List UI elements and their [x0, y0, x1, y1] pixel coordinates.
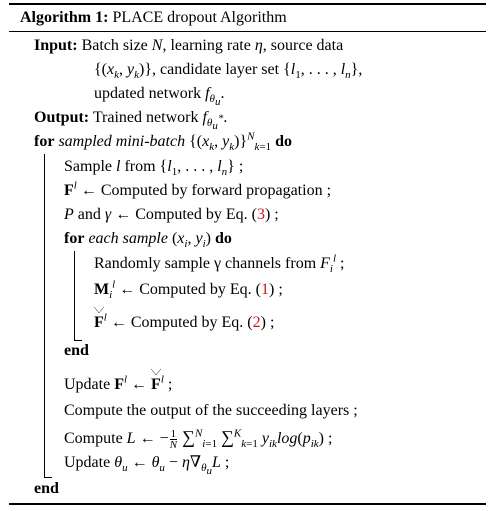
for-outer-text: sampled mini-batch	[58, 133, 186, 150]
kw-end-outer: end	[34, 480, 59, 497]
eq-text-3: Computed by Eq.	[135, 206, 248, 223]
outer-loop-hook	[44, 477, 52, 478]
eq-text-1: Computed by Eq.	[139, 281, 252, 298]
input-line-2: {($x_k$, $y_k$)}, candidate layer set {$l_1$, . . . , $l_n$},	[94, 61, 363, 82]
output-label: Output:	[34, 109, 90, 126]
eq-ref-3[interactable]: 3	[256, 206, 265, 223]
kw-for: for	[34, 133, 55, 150]
update-theta-text: Update	[64, 454, 111, 471]
step-m: $M_i^l$ ← Computed by Eq. (1) ;	[94, 278, 283, 302]
top-rule	[9, 3, 486, 5]
algorithm-title: PLACE dropout Algorithm	[112, 9, 287, 26]
step-update-theta: Update $\theta_u$ ← $\theta_u - \eta\nabla_{\theta_u}L$ ;	[64, 454, 230, 478]
input-line-3: updated network $f_{\theta_u}$.	[94, 85, 225, 109]
eq-text-2: Computed by Eq.	[130, 314, 244, 331]
forward-text: Computed by forward propagation ;	[100, 182, 332, 199]
step-p-gamma: P and γ ← Computed by Eq. (3) ;	[64, 206, 279, 223]
update-f-text: Update	[64, 376, 111, 393]
algorithm-header	[20, 8, 287, 28]
algorithm-label: Algorithm 1:	[20, 9, 109, 26]
step-random: Randomly sample γ channels from $F_i^l$ ;	[94, 252, 345, 276]
output-line: Output: Trained network $f_{\theta_u^*}$.	[34, 109, 228, 133]
input-line-1: Batch size N, learning rate η, source data	[81, 37, 344, 54]
kw-end-inner: end	[64, 342, 89, 359]
step-compute-loss: Compute L ← − $\frac{1}{N}$ ∑$^N_{i=1}$ ∑$^K_{k=1}$ $y_{ik}\log(p_{ik})$ ;	[64, 427, 333, 451]
kw-do: do	[275, 133, 292, 150]
eq-ref-2[interactable]: 2	[252, 314, 261, 331]
header-rule	[9, 31, 486, 32]
kw-do-inner: do	[214, 230, 232, 247]
for-loop-inner: for each sample ($x_i$, $y_i$) do	[64, 230, 232, 251]
fraction-1-over-n: $\frac{1}{N}$	[169, 427, 178, 451]
step-fhat: $F^l$ ← Computed by Eq. (2) ;	[94, 311, 275, 331]
step-sample: Sample l from {$l_1$, . . . , $l_n$} ;	[64, 158, 244, 179]
for-loop-outer: for sampled mini-batch {($x_k$, $y_k)\}^N_{k=1}$ do	[34, 130, 292, 154]
random-text: Randomly sample γ channels from	[94, 255, 317, 272]
bottom-rule	[9, 503, 486, 505]
step-forward: $F^l$ ← Computed by forward propagation ;	[64, 179, 332, 199]
log-text: log	[276, 430, 298, 447]
inner-loop-bar	[74, 251, 75, 341]
compute-text: Compute	[64, 430, 123, 447]
outer-loop-bar	[44, 154, 45, 478]
and-text: and	[77, 206, 101, 223]
eq-ref-1[interactable]: 1	[261, 281, 269, 298]
for-inner-text: each sample	[88, 230, 168, 247]
step-update-f: Update $F^l$ ← $F^l$ ;	[64, 373, 173, 393]
kw-for-inner: for	[64, 230, 85, 247]
input-label: Input:	[34, 37, 78, 54]
step-compute-output: Compute the output of the succeeding layers ;	[64, 402, 358, 419]
